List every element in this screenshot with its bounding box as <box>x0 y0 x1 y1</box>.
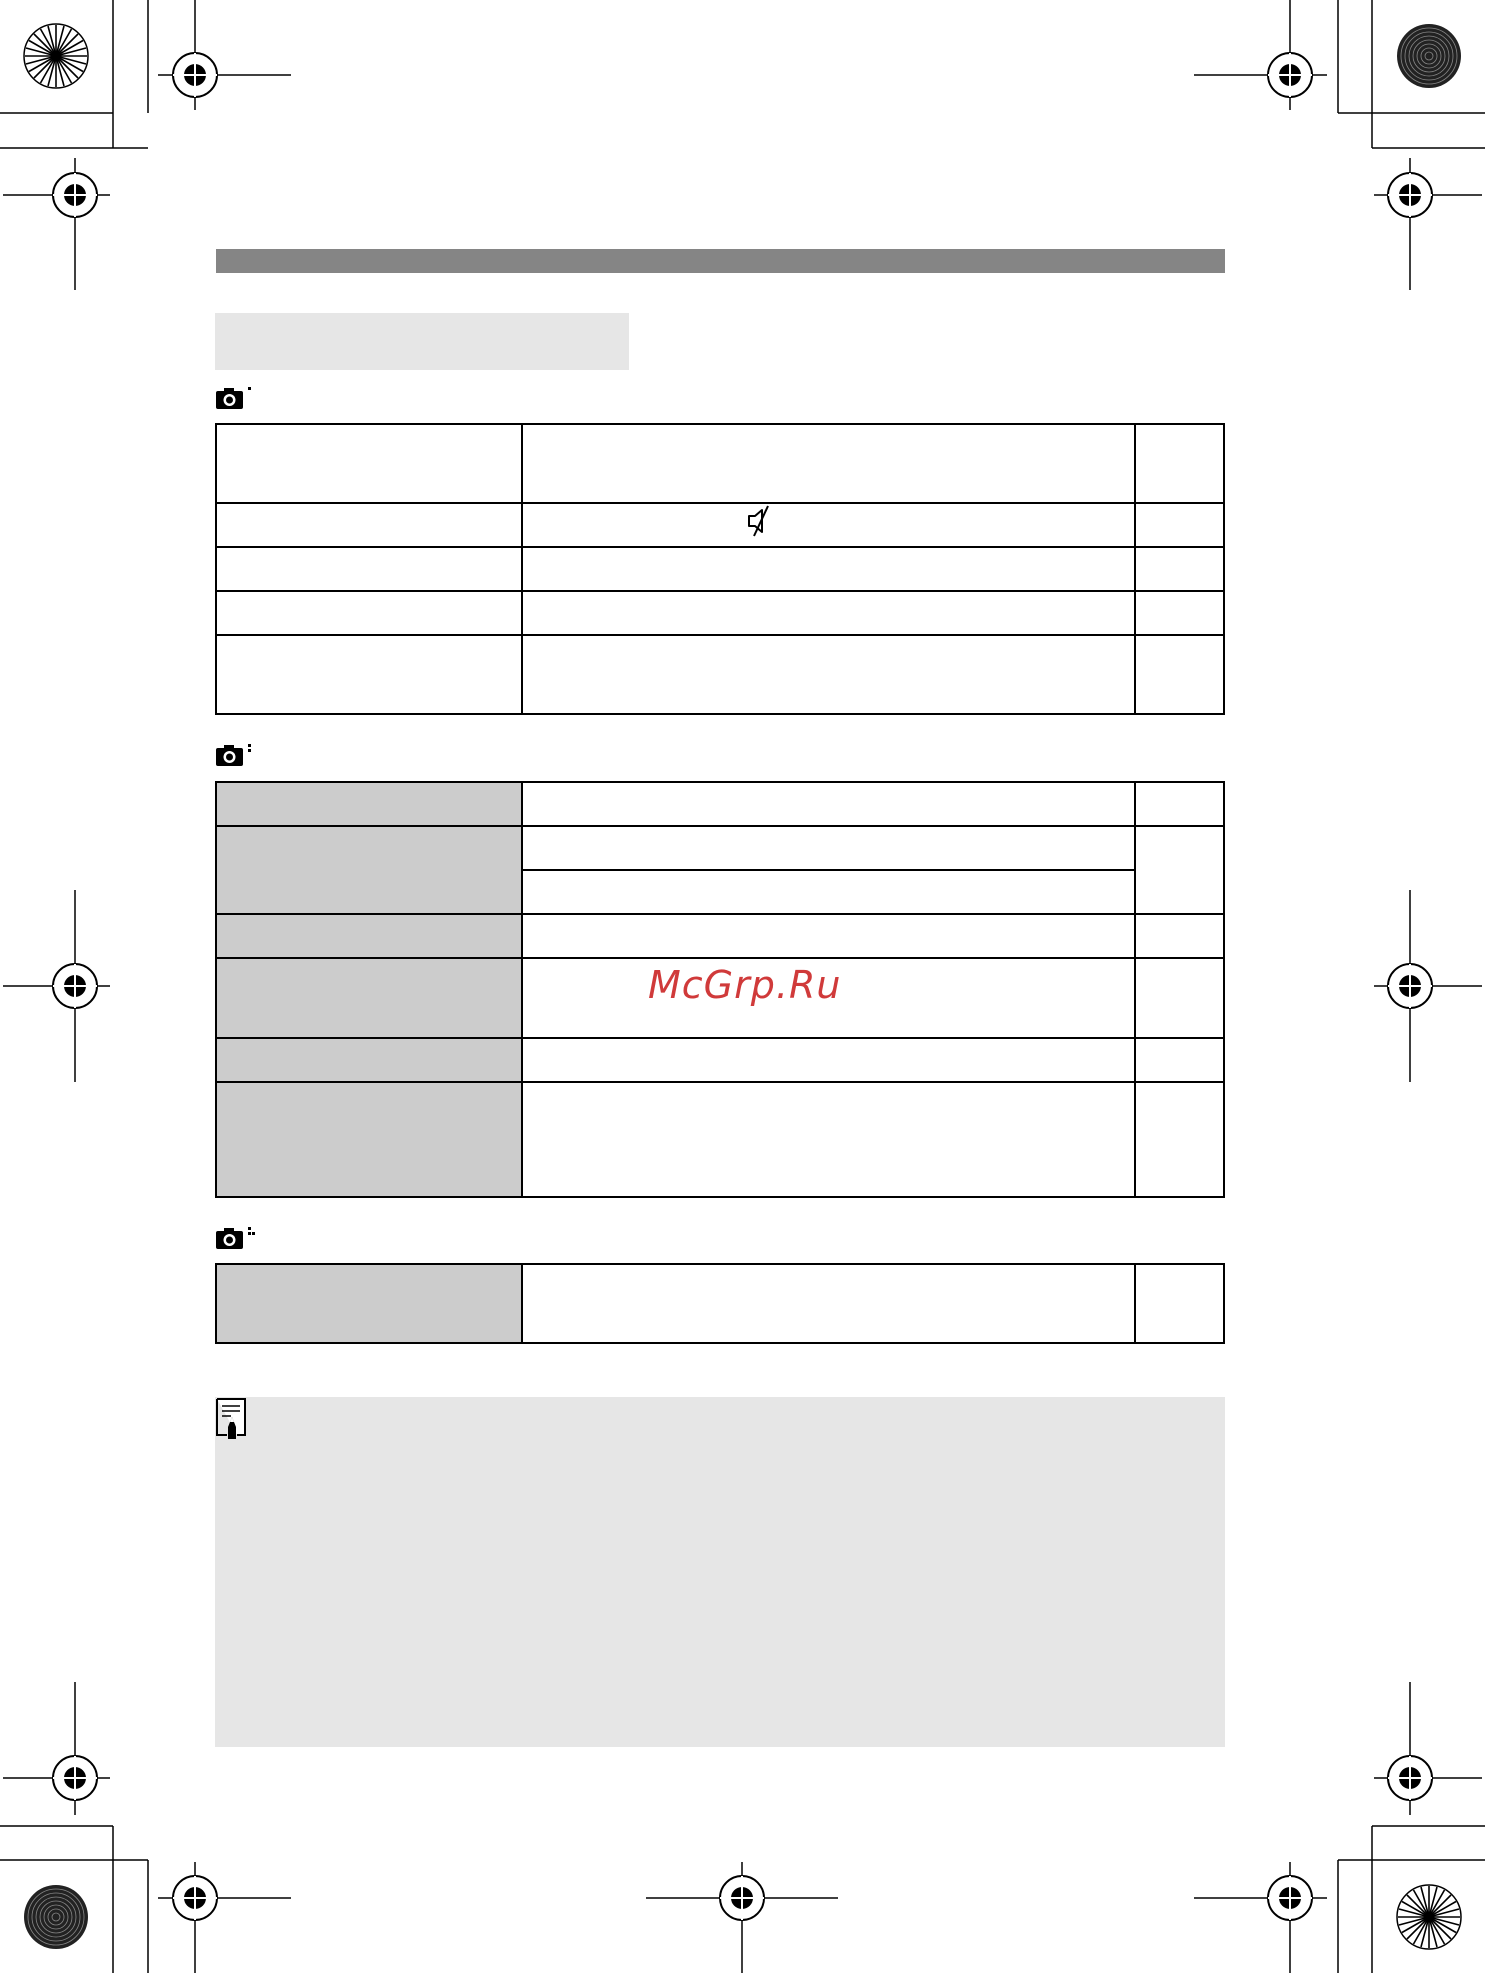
table-cell <box>216 635 522 714</box>
table-row <box>216 782 1224 826</box>
table-row <box>216 547 1224 591</box>
table-cell <box>1135 547 1224 591</box>
section-title-box <box>215 313 629 370</box>
table-cell <box>216 782 522 826</box>
table-cell <box>1135 914 1224 958</box>
table-row <box>216 1264 1224 1343</box>
settings-table-3 <box>215 1263 1225 1344</box>
table-cell <box>1135 503 1224 547</box>
settings-table-1 <box>215 423 1225 715</box>
table-cell <box>522 1264 1135 1343</box>
camera-menu-3-icon <box>215 1225 255 1255</box>
table-row <box>216 1038 1224 1082</box>
table-cell <box>1135 635 1224 714</box>
star-target-top-left <box>23 23 89 89</box>
table-cell <box>522 1082 1135 1197</box>
table-row <box>216 914 1224 958</box>
table-cell <box>216 591 522 635</box>
memo-pencil-icon <box>215 1397 247 1441</box>
ring-target-top-right <box>1396 23 1462 89</box>
table-cell <box>522 914 1135 958</box>
table-row <box>216 591 1224 635</box>
camera-menu-1-icon <box>215 385 255 415</box>
table-cell <box>522 870 1135 914</box>
table-cell <box>522 1038 1135 1082</box>
table-cell <box>216 1082 522 1197</box>
camera-menu-2-icon <box>215 742 255 772</box>
table-row <box>216 503 1224 547</box>
table-cell <box>1135 826 1224 914</box>
table-row <box>216 1082 1224 1197</box>
table-row <box>216 826 1224 870</box>
table-cell <box>522 503 1135 547</box>
table-cell <box>216 958 522 1038</box>
table-cell <box>1135 1082 1224 1197</box>
table-cell <box>216 547 522 591</box>
table-row <box>216 424 1224 503</box>
table-cell <box>216 826 522 914</box>
table-cell <box>216 1038 522 1082</box>
table-cell <box>522 826 1135 870</box>
table-cell <box>216 914 522 958</box>
mute-speaker-icon <box>744 503 774 539</box>
table-cell <box>1135 1264 1224 1343</box>
table-cell <box>522 547 1135 591</box>
table-cell <box>522 591 1135 635</box>
ring-target-bottom-left <box>23 1884 89 1950</box>
note-panel <box>215 1397 1225 1747</box>
table-cell <box>216 424 522 503</box>
table-cell <box>216 503 522 547</box>
header-bar <box>216 249 1225 273</box>
table-cell <box>522 424 1135 503</box>
star-target-bottom-right <box>1396 1884 1462 1950</box>
watermark-text: McGrp.Ru <box>648 963 842 1007</box>
table-cell <box>522 782 1135 826</box>
table-cell <box>522 635 1135 714</box>
table-cell <box>216 1264 522 1343</box>
table-cell <box>1135 782 1224 826</box>
table-cell <box>1135 424 1224 503</box>
table-row <box>216 635 1224 714</box>
table-cell <box>1135 1038 1224 1082</box>
table-cell <box>1135 591 1224 635</box>
table-cell <box>1135 958 1224 1038</box>
